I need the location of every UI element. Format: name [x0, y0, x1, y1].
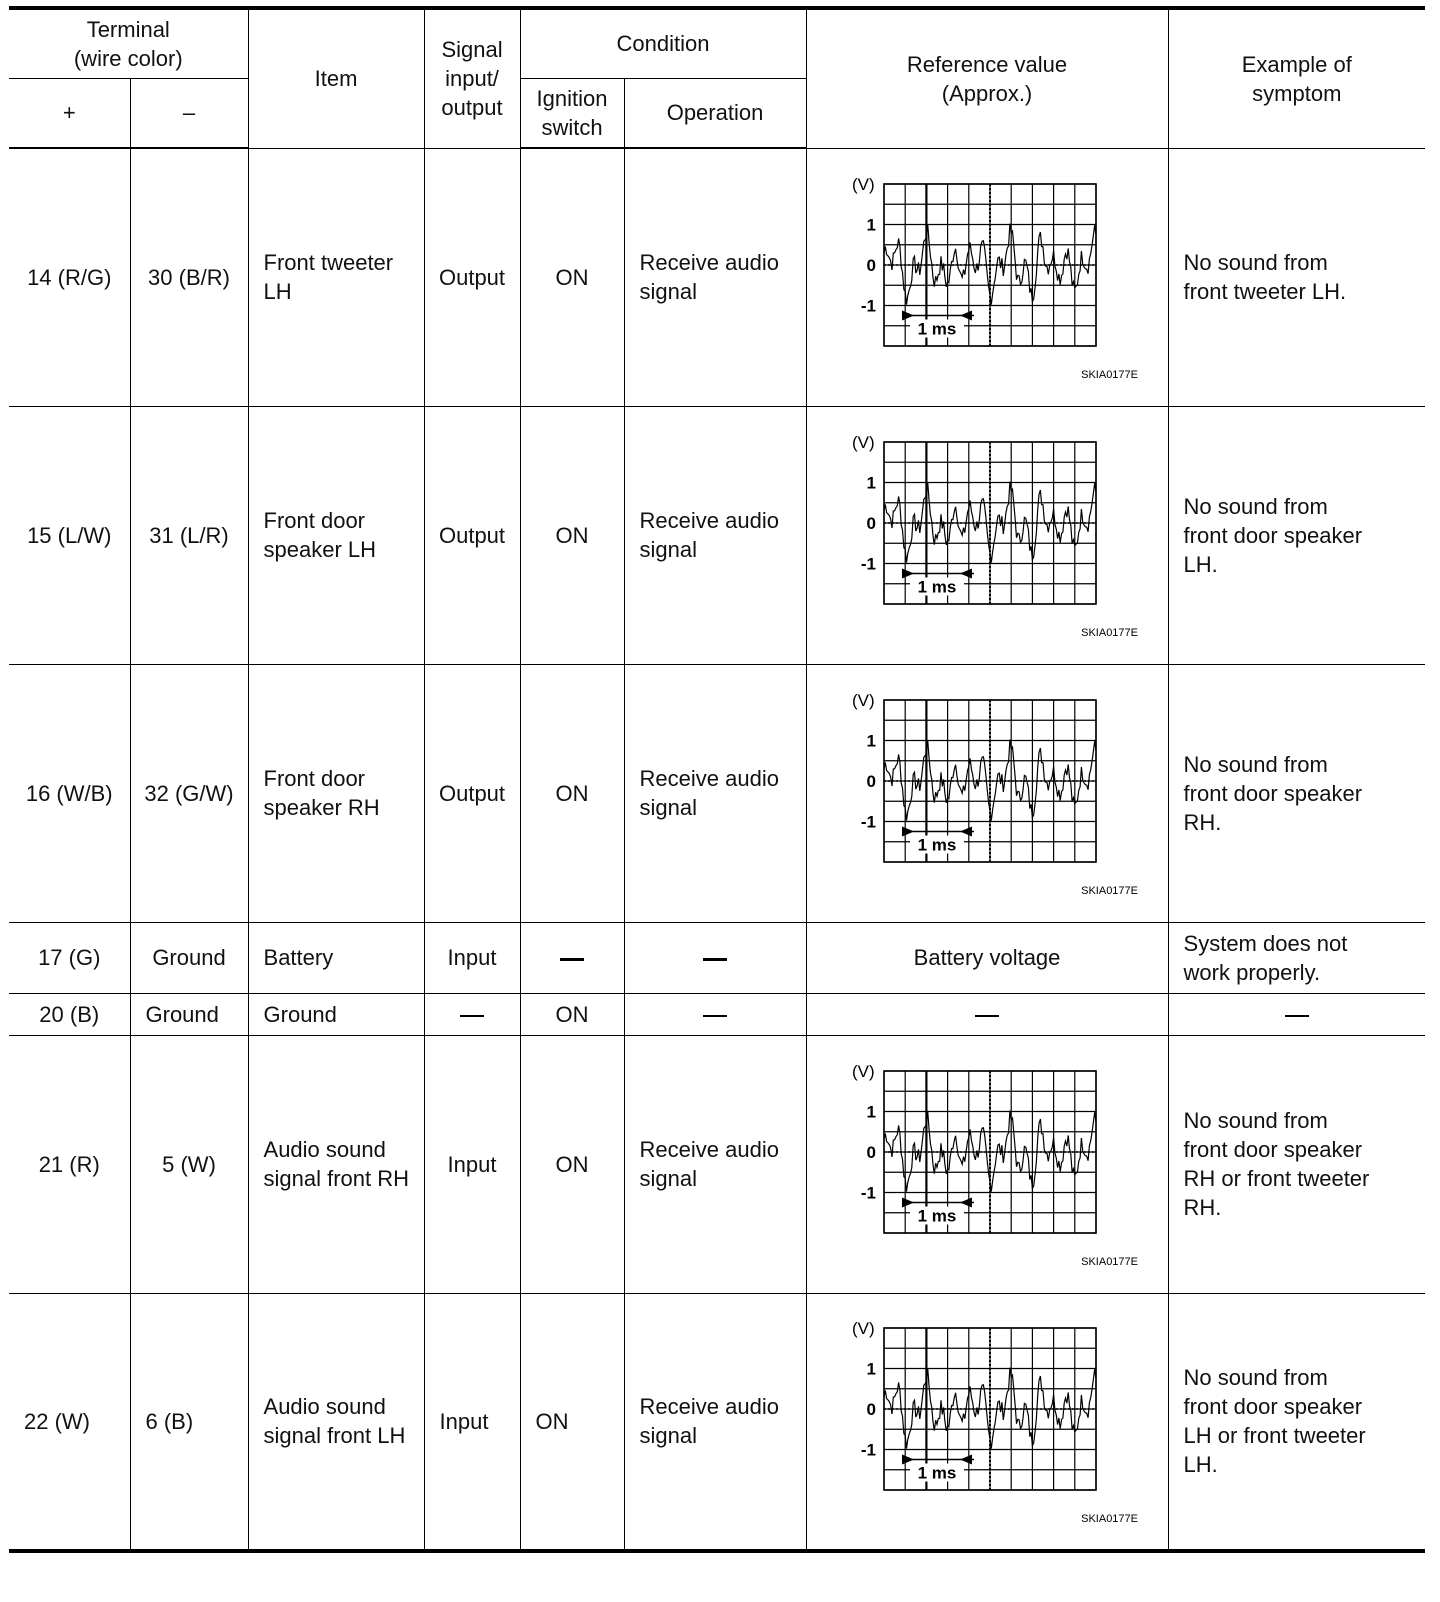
operation: Receive audio signal — [624, 1035, 806, 1293]
item: Battery — [248, 922, 424, 993]
header-example-symptom: Example of symptom — [1168, 8, 1425, 148]
waveform-figure — [832, 1059, 1142, 1269]
waveform-figure — [832, 1316, 1142, 1526]
header-minus: – — [130, 78, 248, 148]
item: Audio sound signal front LH — [248, 1293, 424, 1551]
operation — [624, 993, 806, 1035]
figure-code: SKIA0177E — [1081, 885, 1139, 897]
table-row — [9, 1035, 1425, 1293]
operation — [624, 922, 806, 993]
figure-code: SKIA0177E — [1081, 369, 1139, 381]
signal-io: Input — [424, 922, 520, 993]
terminal-plus: 22 (W) — [9, 1293, 130, 1551]
reference-waveform — [806, 148, 1168, 406]
time-label: 1 ms — [917, 835, 957, 855]
terminal-minus: 32 (G/W) — [130, 664, 248, 922]
arrow-right-icon — [902, 1198, 914, 1208]
reference-value: Battery voltage — [806, 922, 1168, 993]
symptom: No sound from front door speaker RH or front tweeter RH. — [1168, 1035, 1425, 1293]
unit-label: (V) — [852, 1062, 875, 1081]
terminal-minus: 6 (B) — [130, 1293, 248, 1551]
arrow-right-icon — [902, 311, 914, 321]
table-row — [9, 148, 1425, 406]
operation: Receive audio signal — [624, 1293, 806, 1551]
terminal-plus: 21 (R) — [9, 1035, 130, 1293]
ignition-switch: ON — [520, 406, 624, 664]
terminal-minus: 31 (L/R) — [130, 406, 248, 664]
arrow-right-icon — [902, 1455, 914, 1465]
waveform-figure — [832, 688, 1142, 898]
dash-mark — [1285, 1015, 1309, 1017]
arrow-left-icon — [960, 1455, 972, 1465]
terminal-plus: 17 (G) — [9, 922, 130, 993]
arrow-right-icon — [902, 827, 914, 837]
operation: Receive audio signal — [624, 664, 806, 922]
symptom: No sound from front door speaker RH. — [1168, 664, 1425, 922]
arrow-right-icon — [902, 569, 914, 579]
terminal-minus: 5 (W) — [130, 1035, 248, 1293]
unit-label: (V) — [852, 433, 875, 452]
signal-io — [424, 993, 520, 1035]
arrow-left-icon — [960, 827, 972, 837]
header-terminal: Terminal (wire color) — [9, 8, 248, 78]
ignition-switch — [520, 922, 624, 993]
dash-mark — [975, 1015, 999, 1017]
y-tick-label: -1 — [860, 1440, 877, 1460]
ignition-switch: ON — [520, 993, 624, 1035]
header-ignition-switch: Ignition switch — [520, 78, 624, 148]
y-tick-label: 1 — [866, 1102, 877, 1122]
reference-waveform — [806, 1035, 1168, 1293]
y-tick-label: 1 — [866, 473, 877, 493]
header-plus: + — [9, 78, 130, 148]
time-label: 1 ms — [917, 1206, 957, 1226]
unit-label: (V) — [852, 1319, 875, 1339]
y-tick-label: 0 — [866, 514, 877, 533]
reference-waveform — [806, 664, 1168, 922]
terminal-plus: 14 (R/G) — [9, 148, 130, 406]
ignition-switch: ON — [520, 664, 624, 922]
reference-waveform — [806, 406, 1168, 664]
dash-mark — [703, 1015, 727, 1017]
terminal-minus: Ground — [130, 993, 248, 1035]
time-label: 1 ms — [917, 319, 957, 339]
y-tick-label: -1 — [860, 554, 877, 574]
y-tick-label: 0 — [866, 1143, 877, 1162]
waveform-figure — [832, 172, 1142, 382]
table-row — [9, 993, 1425, 1035]
operation: Receive audio signal — [624, 406, 806, 664]
symptom: System does not work properly. — [1168, 922, 1425, 993]
unit-label: (V) — [852, 691, 875, 710]
figure-code: SKIA0177E — [1081, 1256, 1139, 1268]
reference-waveform — [806, 1293, 1168, 1551]
reference-value — [806, 993, 1168, 1035]
header-condition: Condition — [520, 8, 806, 78]
dash-mark — [560, 958, 584, 961]
signal-io: Input — [424, 1293, 520, 1551]
header-item: Item — [248, 8, 424, 148]
item: Ground — [248, 993, 424, 1035]
table-row — [9, 922, 1425, 993]
arrow-left-icon — [960, 1198, 972, 1208]
symptom: No sound from front door speaker LH. — [1168, 406, 1425, 664]
y-tick-label: -1 — [860, 296, 877, 316]
figure-code: SKIA0177E — [1081, 627, 1139, 639]
y-tick-label: 1 — [866, 731, 877, 751]
header-signal-io: Signal input/ output — [424, 8, 520, 148]
ignition-switch: ON — [520, 148, 624, 406]
table-row — [9, 664, 1425, 922]
terminal-minus: 30 (B/R) — [130, 148, 248, 406]
time-label: 1 ms — [917, 1463, 957, 1483]
terminal-spec-table — [9, 6, 1425, 1553]
item: Audio sound signal front RH — [248, 1035, 424, 1293]
dash-mark — [703, 958, 727, 961]
ignition-switch: ON — [520, 1035, 624, 1293]
y-tick-label: 0 — [866, 772, 877, 791]
unit-label: (V) — [852, 175, 875, 194]
terminal-plus: 16 (W/B) — [9, 664, 130, 922]
header-reference-value: Reference value (Approx.) — [806, 8, 1168, 148]
waveform-figure — [832, 430, 1142, 640]
signal-io: Output — [424, 664, 520, 922]
item: Front tweeter LH — [248, 148, 424, 406]
figure-code: SKIA0177E — [1081, 1513, 1139, 1526]
signal-io: Output — [424, 148, 520, 406]
time-label: 1 ms — [917, 577, 957, 597]
symptom: No sound from front door speaker LH or front tweeter LH. — [1168, 1293, 1425, 1551]
dash-mark — [460, 1015, 484, 1017]
y-tick-label: 1 — [866, 1359, 877, 1379]
table-row — [9, 406, 1425, 664]
arrow-left-icon — [960, 311, 972, 321]
terminal-plus: 15 (L/W) — [9, 406, 130, 664]
arrow-left-icon — [960, 569, 972, 579]
y-tick-label: -1 — [860, 1183, 877, 1203]
symptom — [1168, 993, 1425, 1035]
symptom: No sound from front tweeter LH. — [1168, 148, 1425, 406]
y-tick-label: 0 — [866, 256, 877, 275]
signal-io: Input — [424, 1035, 520, 1293]
signal-io: Output — [424, 406, 520, 664]
terminal-plus: 20 (B) — [9, 993, 130, 1035]
y-tick-label: 0 — [866, 1400, 877, 1420]
item: Front door speaker RH — [248, 664, 424, 922]
operation: Receive audio signal — [624, 148, 806, 406]
item: Front door speaker LH — [248, 406, 424, 664]
y-tick-label: -1 — [860, 812, 877, 832]
terminal-minus: Ground — [130, 922, 248, 993]
header-operation: Operation — [624, 78, 806, 148]
ignition-switch: ON — [520, 1293, 624, 1551]
table-row — [9, 1293, 1425, 1551]
y-tick-label: 1 — [866, 215, 877, 235]
